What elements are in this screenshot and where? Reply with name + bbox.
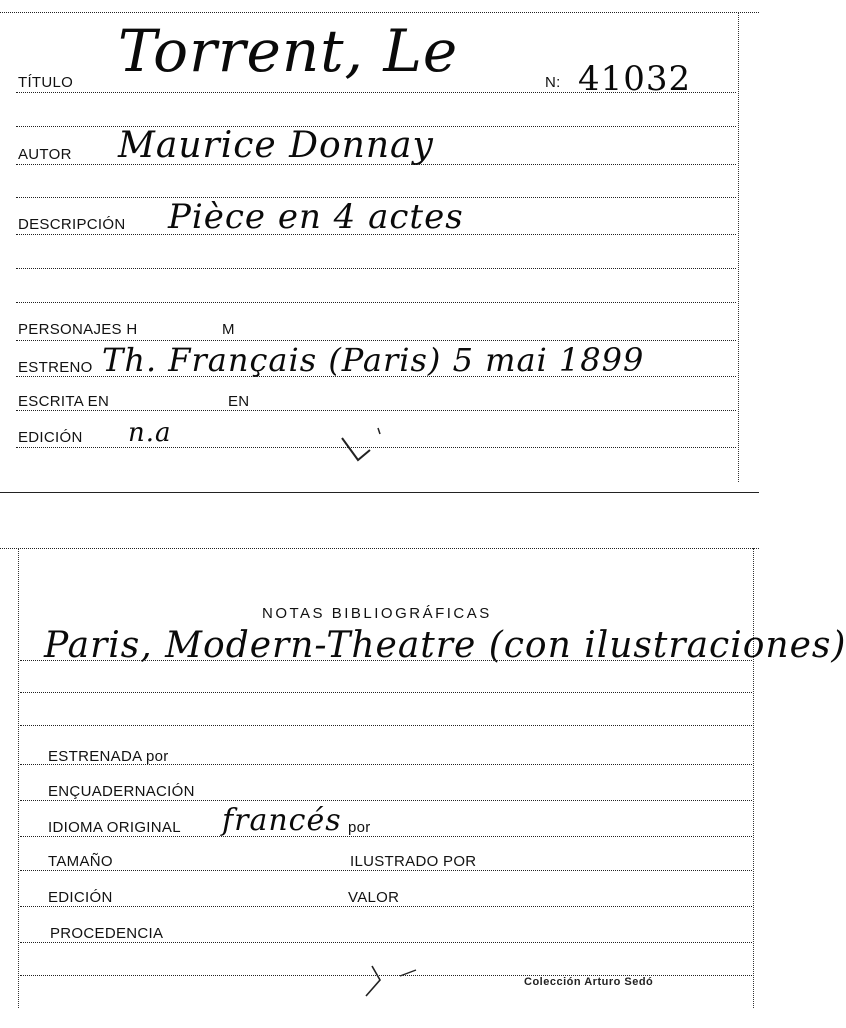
autor-line	[16, 164, 736, 165]
notas-heading: NOTAS BIBLIOGRÁFICAS	[262, 605, 492, 622]
tamano-label: TAMAÑO	[48, 853, 113, 870]
edicion-back-label: EDICIÓN	[48, 889, 113, 906]
pencil-mark	[360, 940, 430, 1002]
titulo-value: Torrent, Le	[118, 17, 459, 85]
estreno-value: Th. Français (Paris) 5 mai 1899	[102, 341, 645, 379]
idioma-value: francés	[222, 803, 342, 838]
numero-label: N:	[545, 74, 561, 91]
rule-line	[16, 268, 736, 269]
rule-line	[16, 302, 736, 303]
procedencia-label: PROCEDENCIA	[50, 925, 164, 942]
estrenada-line	[20, 764, 752, 765]
edicion-label: EDICIÓN	[18, 429, 83, 446]
notas-value: Paris, Modern-Theatre (con ilustraciones)	[44, 625, 846, 666]
estreno-line	[16, 376, 736, 377]
idioma-line	[20, 836, 752, 837]
escrita-line	[16, 410, 736, 411]
rule-line	[20, 692, 752, 693]
autor-value: Maurice Donnay	[118, 125, 434, 166]
encuadernacion-line	[20, 800, 752, 801]
edicion-value: n.a	[128, 418, 172, 448]
personajes-label: PERSONAJES H	[18, 321, 138, 338]
edicion-back-line	[20, 906, 752, 907]
descripcion-value: Pièce en 4 actes	[168, 197, 464, 237]
card-left-edge	[18, 548, 19, 1008]
card-right-edge	[753, 548, 754, 1008]
personajes-m-label: M	[222, 321, 235, 338]
estreno-label: ESTRENO	[18, 359, 93, 376]
catalog-card-front	[0, 0, 759, 495]
rule-line	[20, 725, 752, 726]
titulo-label: TÍTULO	[18, 74, 74, 91]
valor-label: VALOR	[348, 889, 400, 906]
estrenada-label: ESTRENADA por	[48, 748, 169, 765]
idioma-label: IDIOMA ORIGINAL	[48, 819, 181, 836]
ilustrado-label: ILUSTRADO POR	[350, 853, 477, 870]
encuadernacion-label: ENÇUADERNACIÓN	[48, 783, 195, 800]
escrita-en-label: EN	[228, 393, 250, 410]
card-top-edge	[0, 12, 759, 13]
card-right-edge	[738, 12, 739, 482]
escrita-label: ESCRITA EN	[18, 393, 110, 410]
pencil-check-mark	[336, 420, 396, 480]
autor-label: AUTOR	[18, 146, 72, 163]
notas-line	[20, 660, 752, 661]
idioma-por-label: por	[348, 819, 371, 836]
descripcion-line	[16, 234, 736, 235]
card-top-edge	[0, 548, 759, 549]
card-bottom-edge	[0, 492, 759, 493]
titulo-line	[16, 92, 736, 93]
coleccion-stamp: Colección Arturo Sedó	[524, 976, 654, 988]
tamano-line	[20, 870, 752, 871]
catalog-card-back	[0, 540, 846, 1028]
descripcion-label: DESCRIPCIÓN	[18, 216, 126, 233]
numero-value: 41032	[578, 59, 692, 99]
